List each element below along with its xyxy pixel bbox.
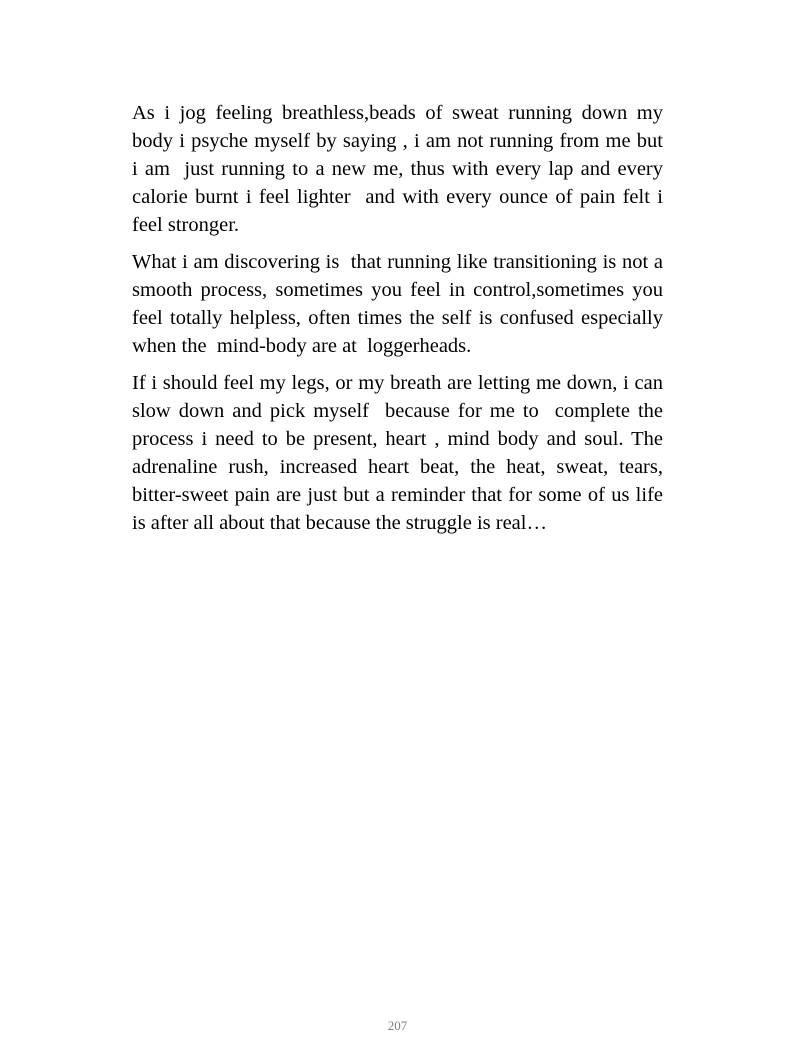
paragraph-1: As i jog feeling breathless,beads of sweat running down my body i psyche myself by saying , i am not running from me but i am just running to a new me, thus with every lap and every calorie burnt i feel lighter and with every ounce of pain felt i feel stronger. <box>132 102 674 236</box>
page-number: 207 <box>387 1018 408 1033</box>
paragraph-3: If i should feel my legs, or my breath are letting me down, i can slow down and pick myself because for me to complete the process i need to be present, heart , mind body and soul. The adrenaline rush, increased heart beat, the heat, sweat, tears, bitter-sweet pain are just but a reminder that for some of us life is after all about that because the struggle is real… <box>132 372 674 534</box>
paragraph-2: What i am discovering is that running like transitioning is not a smooth process, sometimes you feel in control,sometimes you feel totally helpless, often times the self is confused especially when the mind-body are at loggerheads. <box>132 251 669 357</box>
body-text <box>132 99 674 546</box>
